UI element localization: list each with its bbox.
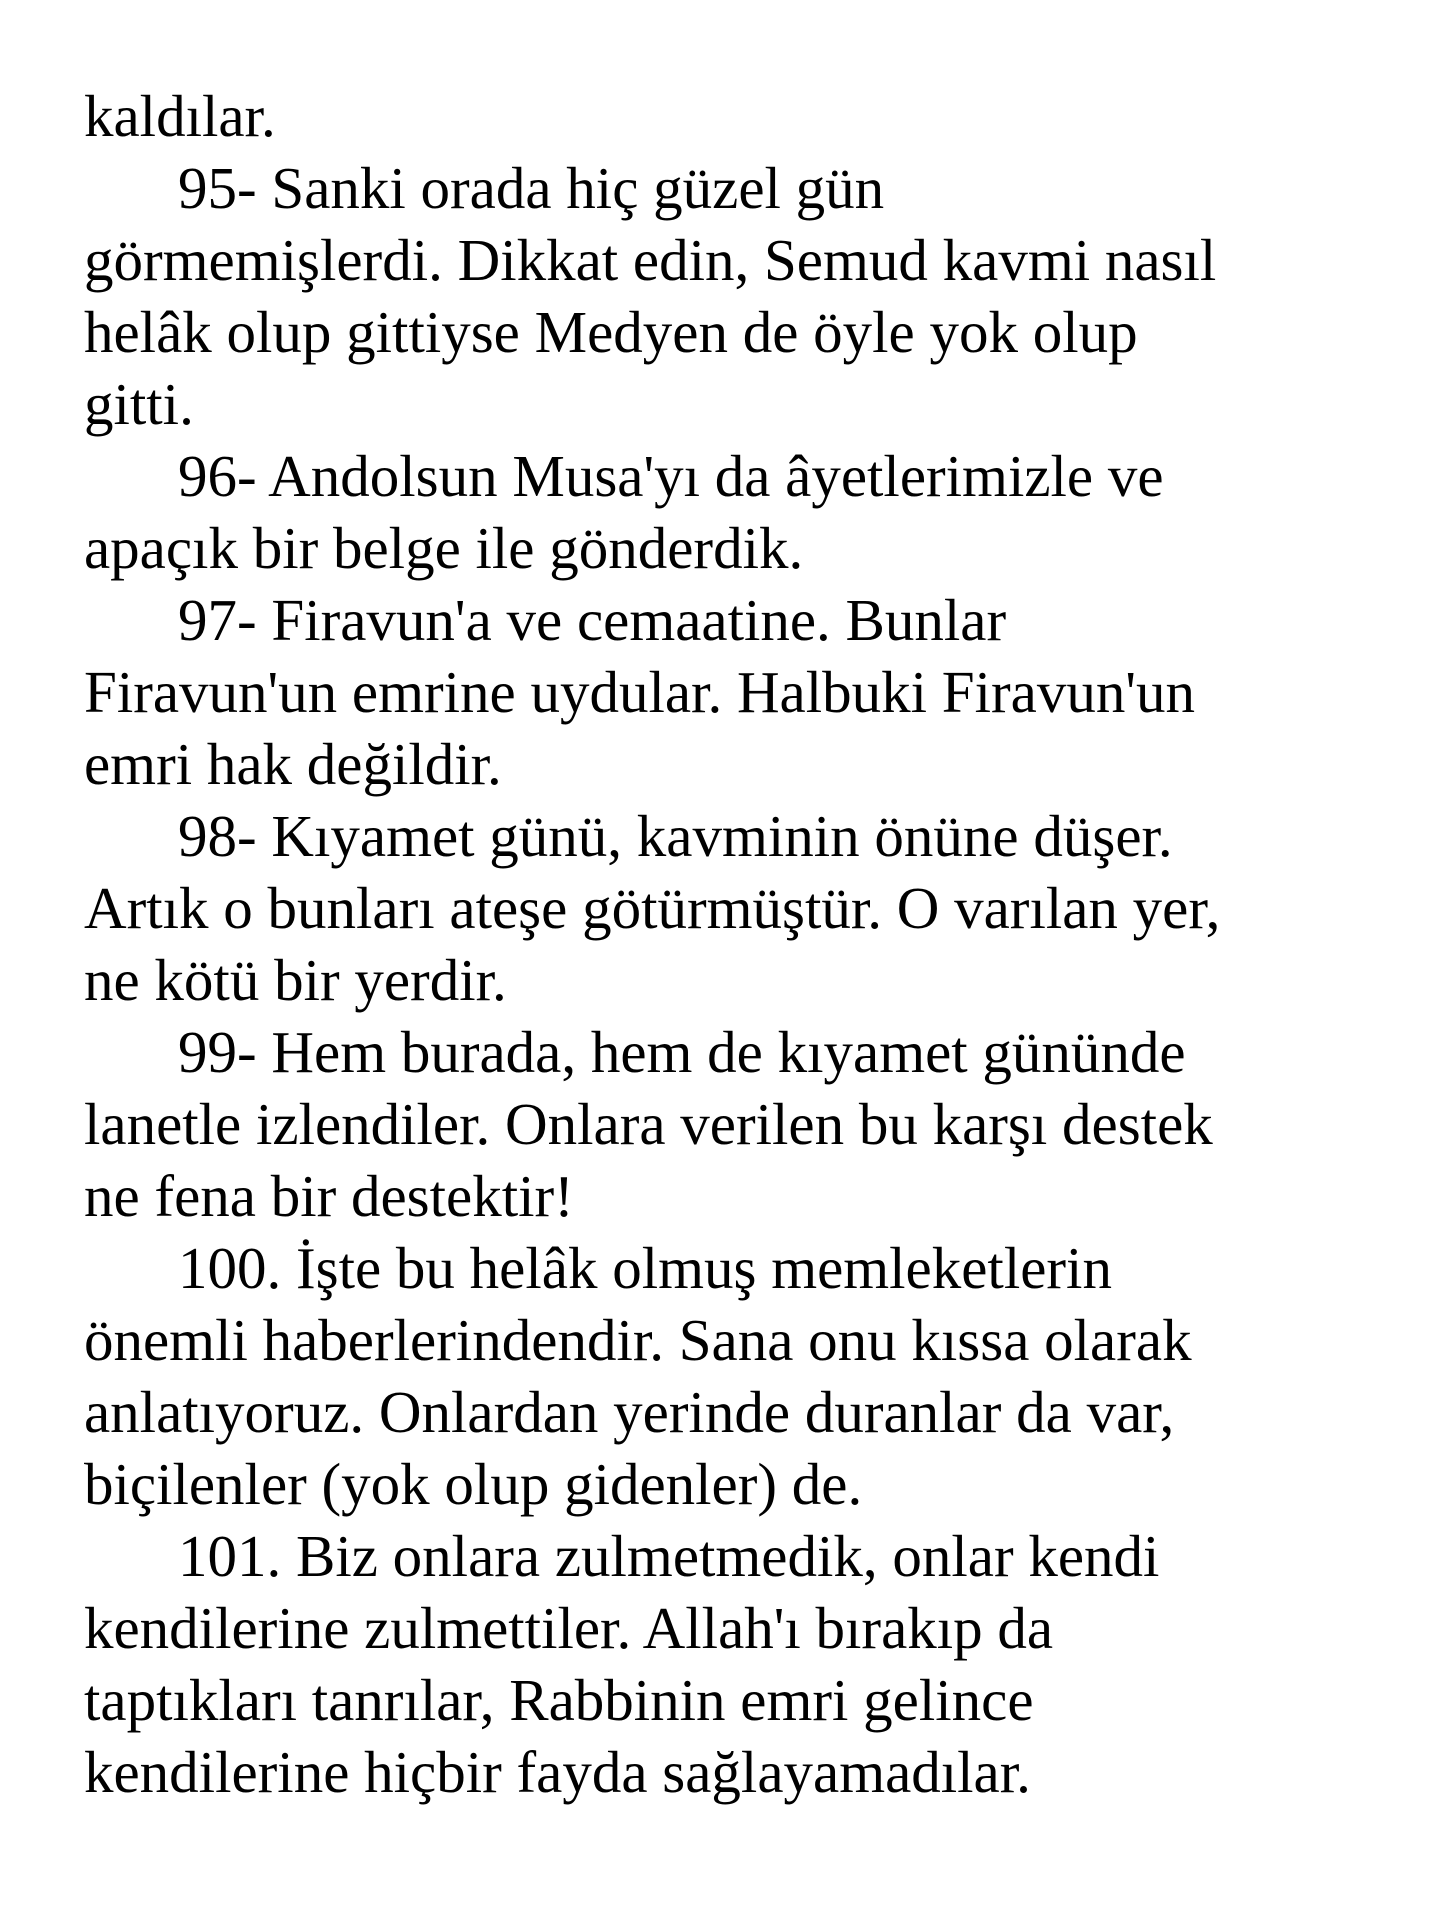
text-line: gitti. <box>84 371 194 437</box>
text-line: apaçık bir belge ile gönderdik. <box>84 515 804 581</box>
verse-99-start: 99- Hem burada, hem de kıyamet gününde <box>178 1019 1186 1085</box>
text-line: ne kötü bir yerdir. <box>84 947 507 1013</box>
text-line: kaldılar. <box>84 83 276 149</box>
text-line: emri hak değildir. <box>84 731 502 797</box>
text-line: Firavun'un emrine uydular. Halbuki Firavun'un <box>84 659 1195 725</box>
text-line: biçilenler (yok olup gidenler) de. <box>84 1451 863 1517</box>
verse-101-start: 101. Biz onlara zulmetmedik, onlar kendi <box>178 1523 1160 1589</box>
text-line: önemli haberlerindendir. Sana onu kıssa olarak <box>84 1307 1192 1373</box>
text-line: kendilerine hiçbir fayda sağlayamadılar. <box>84 1739 1031 1805</box>
verse-97-start: 97- Firavun'a ve cemaatine. Bunlar <box>178 587 1007 653</box>
verse-100-start: 100. İşte bu helâk olmuş memleketlerin <box>178 1235 1112 1301</box>
verse-96-start: 96- Andolsun Musa'yı da âyetlerimizle ve <box>178 443 1164 509</box>
text-line: taptıkları tanrılar, Rabbinin emri gelince <box>84 1667 1034 1733</box>
text-line: görmemişlerdi. Dikkat edin, Semud kavmi nasıl <box>84 227 1217 293</box>
text-line: Artık o bunları ateşe götürmüştür. O varılan yer, <box>84 875 1221 941</box>
text-line: anlatıyoruz. Onlardan yerinde duranlar da var, <box>84 1379 1175 1445</box>
verse-98-start: 98- Kıyamet günü, kavminin önüne düşer. <box>178 803 1173 869</box>
document-page <box>84 80 1384 1808</box>
text-line: kendilerine zulmettiler. Allah'ı bırakıp da <box>84 1595 1054 1661</box>
verse-95-start: 95- Sanki orada hiç güzel gün <box>178 155 885 221</box>
text-line: helâk olup gittiyse Medyen de öyle yok olup <box>84 299 1138 365</box>
text-line: ne fena bir destektir! <box>84 1163 574 1229</box>
text-line: lanetle izlendiler. Onlara verilen bu karşı destek <box>84 1091 1213 1157</box>
